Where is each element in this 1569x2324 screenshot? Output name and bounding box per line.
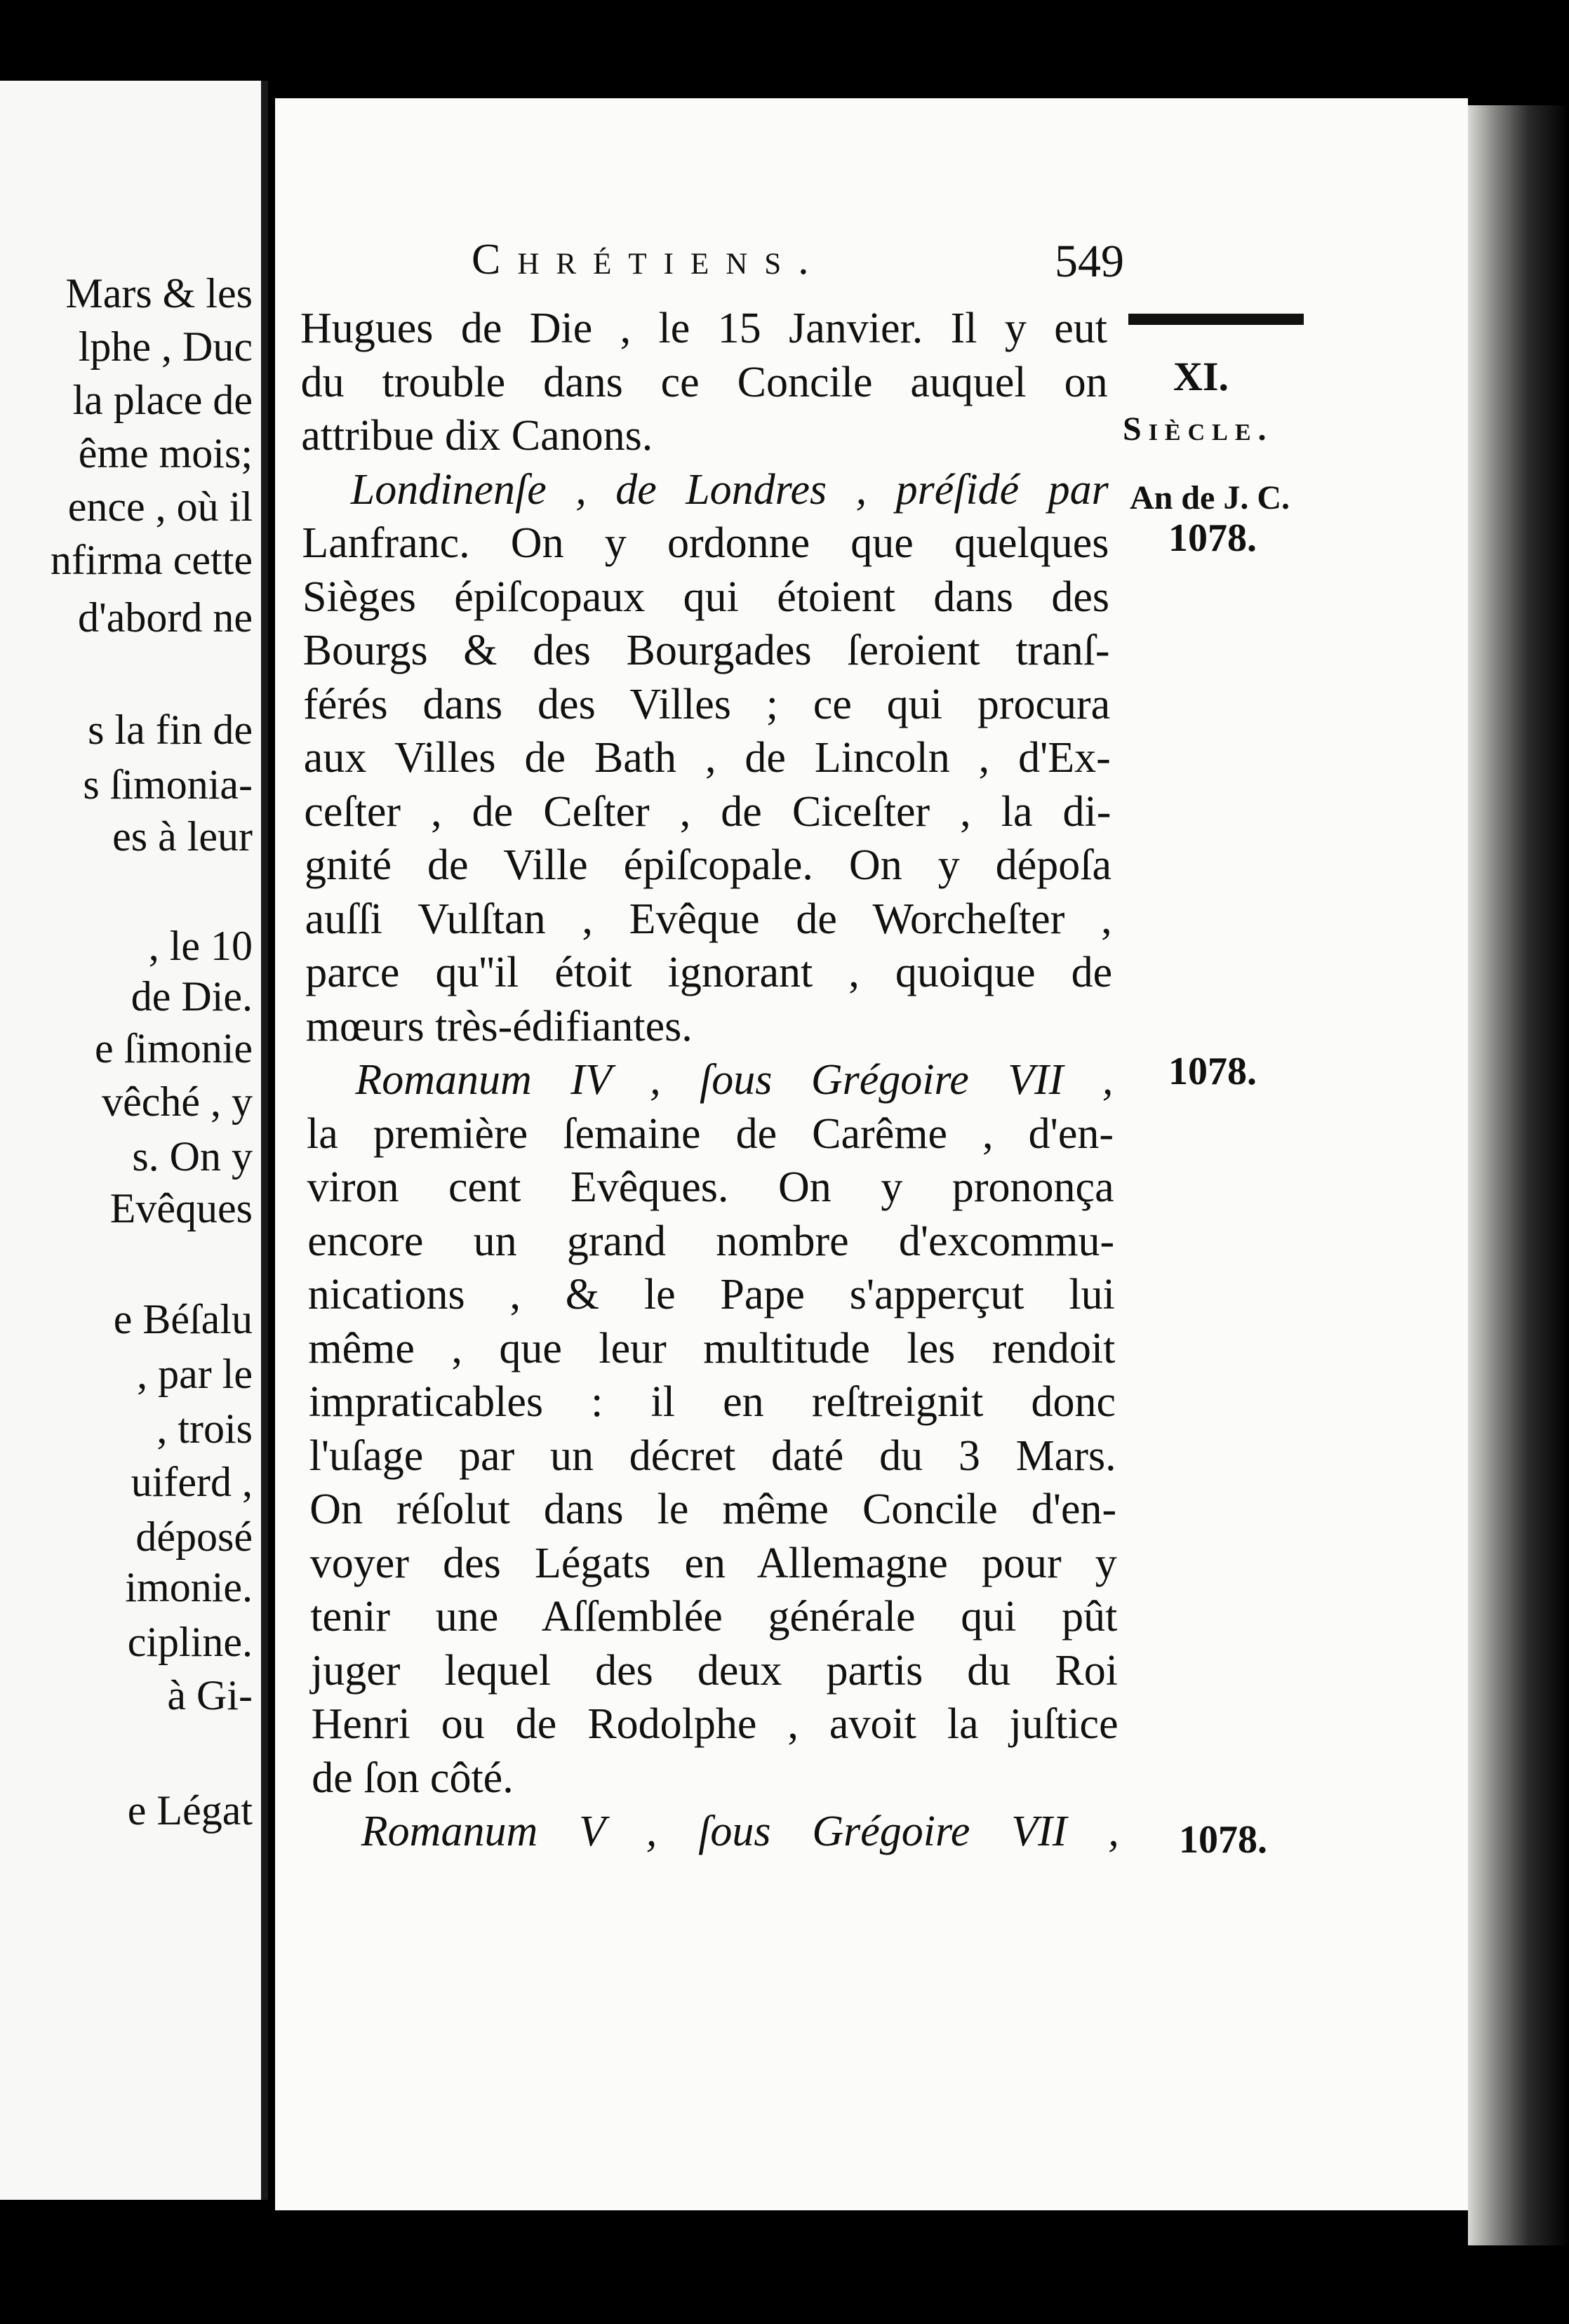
left-page-line: s. On y [132, 1133, 253, 1180]
an-de-jc-label: An de J. C. [1130, 479, 1290, 516]
body-line: mœurs très-édifiantes. [305, 1002, 693, 1050]
body-line: Lanfranc. On y ordonne que quelques [302, 519, 1109, 567]
body-line: attribue dix Canons. [301, 412, 653, 460]
body-line: l'uſage par un décret daté du 3 Mars. [309, 1431, 1116, 1480]
century-label: XI. [1173, 354, 1229, 399]
body-line: viron cent Evêques. On y prononça [307, 1163, 1114, 1211]
left-page-line: imonie. [125, 1564, 253, 1610]
left-page-line: e ſimonie [95, 1025, 253, 1071]
left-page-line: Evêques [109, 1185, 253, 1231]
left-page-line: e Légat [127, 1787, 253, 1834]
left-page-line: ême mois; [78, 430, 253, 476]
body-line: Sièges épiſcopaux qui étoient dans des [302, 573, 1109, 621]
body-line: voyer des Légats en Allemagne pour y [309, 1539, 1117, 1587]
body-line: auſſi Vulſtan , Evêque de Worcheſter , [305, 895, 1112, 943]
running-title: Chrétiens. [472, 236, 826, 283]
body-line: Hugues de Die , le 15 Janvier. Il y eut [300, 305, 1107, 352]
left-page-line: vêché , y [102, 1078, 253, 1125]
left-page-line: lphe , Duc [78, 323, 253, 370]
left-page-line: la place de [72, 377, 253, 423]
body-line: Romanum IV , ſous Grégoire VII , [355, 1056, 1114, 1104]
siecle-label: Siècle. [1123, 410, 1274, 448]
body-line: nications , & le Pape s'apperçut lui [307, 1271, 1115, 1318]
page-number: 549 [1055, 236, 1124, 287]
left-page-line: à Gi- [167, 1672, 253, 1718]
body-line: Londinenſe , de Londres , préſidé par [350, 465, 1109, 514]
page-edge [1468, 105, 1569, 2245]
body-line: Bourgs & des Bourgades ſeroient tranſ- [302, 627, 1110, 674]
body-line: la première ſemaine de Carême , d'en- [307, 1109, 1114, 1158]
body-line: aux Villes de Bath , de Lincoln , d'Ex- [303, 734, 1111, 782]
margin-rule [1128, 311, 1304, 325]
body-line: ceſter , de Ceſter , de Ciceſter , la di- [304, 787, 1111, 836]
left-page-line: es à leur [112, 813, 253, 860]
left-page-line: , le 10 [148, 923, 253, 969]
left-page-line: déposé [135, 1514, 253, 1560]
body-line: du trouble dans ce Concile auquel on [300, 358, 1108, 406]
body-line: tenir une Aſſemblée générale qui pût [310, 1593, 1118, 1641]
body-line: férés dans des Villes ; ce qui procura [303, 680, 1111, 728]
body-line: juger lequel des deux partis du Roi [311, 1646, 1118, 1695]
left-page-line: uiferd , [131, 1459, 253, 1505]
margin-year-3: 1078. [1179, 1818, 1267, 1862]
body-line: On réſolut dans le même Concile d'en- [309, 1485, 1117, 1533]
left-page-line: Mars & les [65, 270, 253, 316]
left-page [0, 81, 268, 2200]
left-page-line: , par le [137, 1351, 253, 1397]
body-line: Romanum V , ſous Grégoire VII , [361, 1808, 1119, 1855]
body-line: parce qu''il étoit ignorant , quoique de [305, 949, 1113, 996]
left-page-line: ence , où il [67, 483, 253, 530]
left-page-line: nfirma cette [50, 537, 253, 583]
margin-year-1: 1078. [1168, 516, 1257, 560]
left-page-line: d'abord ne [77, 594, 253, 641]
margin-year-2: 1078. [1168, 1050, 1257, 1093]
left-page-line: cipline. [127, 1619, 253, 1665]
body-line: gnité de Ville épiſcopale. On y dépoſa [305, 841, 1111, 889]
left-page-line: , trois [156, 1405, 253, 1452]
running-head [472, 235, 1124, 291]
left-page-line: de Die. [131, 973, 253, 1020]
body-line: de ſon côté. [312, 1754, 514, 1802]
left-page-line: e Béſalu [113, 1296, 253, 1342]
body-line: Henri ou de Rodolphe , avoit la juſtice [311, 1700, 1119, 1748]
body-line: même , que leur multitude les rendoit [308, 1324, 1116, 1373]
body-line: encore un grand nombre d'excommu- [307, 1217, 1115, 1265]
body-line: impraticables : il en reſtreignit donc [309, 1378, 1116, 1426]
left-page-line: s ſimonia- [83, 761, 253, 808]
left-page-line: s la fin de [88, 707, 253, 753]
